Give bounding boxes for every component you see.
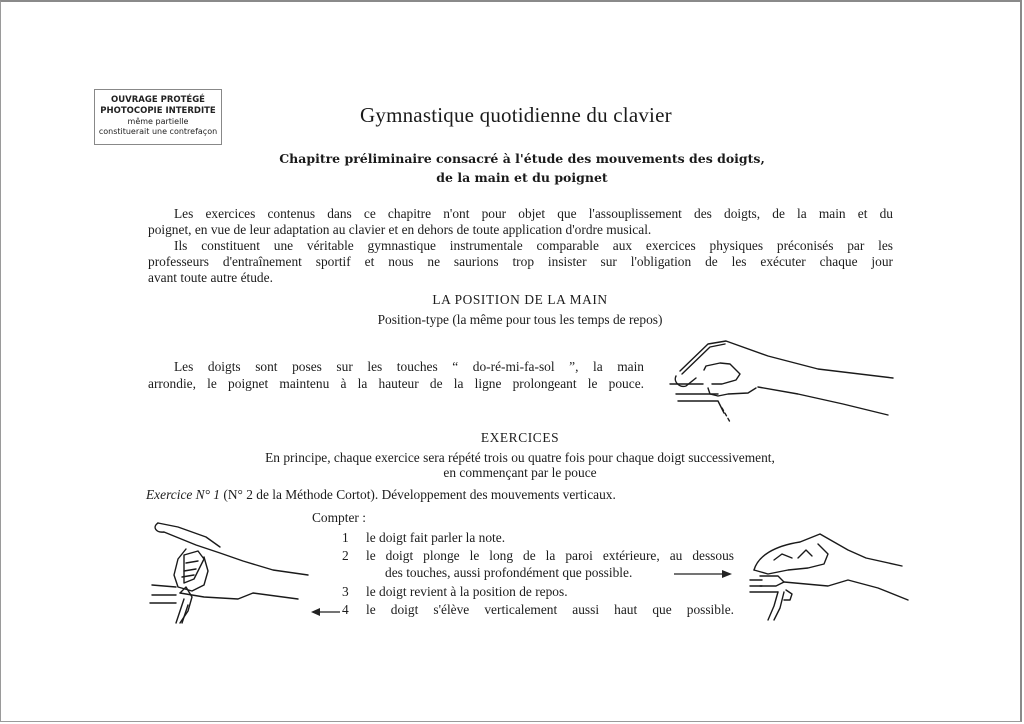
intro-p2-line-3: avant toute autre étude.: [148, 270, 273, 285]
exercices-intro-line-2: en commençant par le pouce: [443, 465, 597, 480]
step-4-number: 4: [342, 602, 349, 617]
intro-p2-line-1: Ils constituent une véritable gymnastique instrumentale comparable aux exercices physiques préconisés par les: [174, 238, 893, 253]
step-2-text: le doigt plonge le long de la paroi extérieure, au dessous: [366, 548, 734, 563]
stamp-line-2: PHOTOCOPIE INTERDITE: [100, 106, 216, 116]
exercise-1-label: Exercice N° 1: [146, 487, 221, 502]
position-text-line-1: Les doigts sont poses sur les touches “ do-ré-mi-fa-sol ”, la main: [174, 359, 644, 374]
exercise-1-header: [146, 487, 616, 503]
compter-label: Compter :: [312, 510, 366, 525]
step-1-text: le doigt fait parler la note.: [366, 530, 506, 545]
position-subheading: Position-type (la même pour tous les temps de repos): [377, 312, 663, 327]
exercices-heading: EXERCICES: [480, 430, 560, 445]
intro-p1-line-2: poignet, en vue de leur adaptation au clavier et en dehors de toute application d'ordre musical.: [148, 222, 652, 237]
arrow-right-icon: [672, 568, 734, 580]
stamp-line-3: même partielle: [127, 117, 189, 126]
hand-finger-plunged-illustration: [748, 530, 910, 622]
chapter-title-line-2: de la main et du poignet: [436, 170, 608, 185]
copyright-stamp: [94, 89, 222, 145]
position-text-line-2: arrondie, le poignet maintenu à la hauteur de la ligne prolongeant le pouce.: [148, 376, 644, 391]
intro-p1-line-1: Les exercices contenus dans ce chapitre n'ont pour objet que l'assouplissement des doigts, de la main et du: [174, 206, 893, 221]
hand-rest-position-illustration: [668, 336, 913, 424]
page-title: Gymnastique quotidienne du clavier: [360, 103, 672, 127]
step-3-number: 3: [342, 584, 349, 599]
step-2-text-continued: des touches, aussi profondément que possible.: [385, 565, 633, 580]
exercices-intro-line-1: En principe, chaque exercice sera répété trois ou quatre fois pour chaque doigt successivement,: [265, 450, 775, 465]
arrow-left-icon: [310, 606, 342, 618]
step-4-text: le doigt s'élève verticalement aussi haut que possible.: [366, 602, 734, 617]
step-2-number: 2: [342, 548, 349, 563]
stamp-line-1: OUVRAGE PROTÉGÉ: [111, 95, 205, 105]
hand-finger-raised-illustration: [148, 515, 313, 625]
position-heading: LA POSITION DE LA MAIN: [432, 292, 608, 307]
step-1-number: 1: [342, 530, 349, 545]
step-3-text: le doigt revient à la position de repos.: [366, 584, 568, 599]
stamp-line-4: constituerait une contrefaçon: [98, 127, 218, 136]
exercise-1-description: (N° 2 de la Méthode Cortot). Développement des mouvements verticaux.: [223, 487, 616, 502]
intro-p2-line-2: professeurs d'entraînement sportif et nous ne saurions trop insister sur l'obligation de les exécuter chaque jour: [148, 254, 893, 269]
chapter-title-line-1: Chapitre préliminaire consacré à l'étude des mouvements des doigts,: [279, 151, 765, 166]
